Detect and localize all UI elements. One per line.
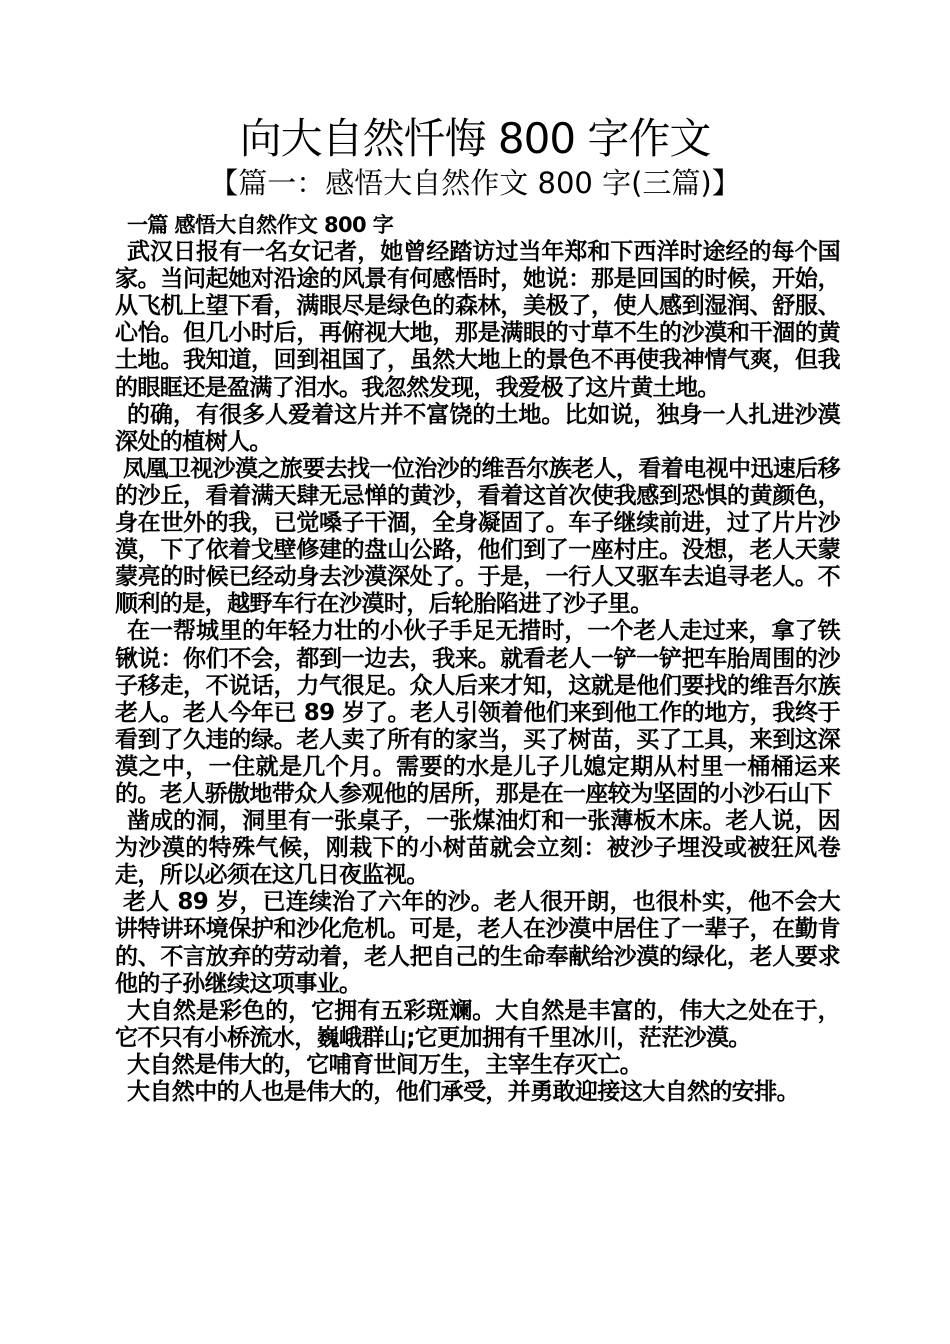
- document-subtitle: 【篇一：感悟大自然作文 800 字(三篇)】: [209, 166, 741, 200]
- paragraph: 大自然是彩色的，它拥有五彩斑斓。大自然是丰富的，伟大之处在于，它不只有小桥流水，巍峨群山;它更加拥有千里冰川，茫茫沙漠。: [115, 997, 840, 1051]
- paragraph: 的确，有很多人爱着这片并不富饶的土地。比如说，独身一人扎进沙漠深处的植树人。: [115, 401, 840, 455]
- paragraph: 凿成的洞，洞里有一张桌子，一张煤油灯和一张薄板木床。老人说，因为沙漠的特殊气候，刚栽下的小树苗就会立刻：被沙子埋没或被狂风卷走，所以必须在这几日夜监视。: [115, 808, 840, 889]
- document-body: [115, 212, 840, 1106]
- document-title: 向大自然忏悔 800 字作文: [239, 114, 711, 163]
- section-heading: 一篇 感悟大自然作文 800 字: [127, 213, 394, 237]
- paragraph: 在一帮城里的年轻力壮的小伙子手足无措时，一个老人走过来，拿了铁锹说：你们不会，都到一边去，我来。就看老人一铲一铲把车胎周围的沙子移走，不说话，力气很足。众人后来才知，这就是他们要找的维吾尔族老人。老人今年已 89 岁了。老人引领着他们来到他工作的地方，我终于看到了久违的绿。老人卖了所有的家当，买了树苗，买了工具，来到这深漠之中，一住就是几个月。需要的水是儿子儿媳定期从村里一桶桶运来的。老人骄傲地带众人参观他的居所，那是在一座较为坚固的小沙石山下: [115, 618, 840, 807]
- paragraph: 凤凰卫视沙漠之旅要去找一位治沙的维吾尔族老人，看着电视中迅速后移的沙丘，看着满天肆无忌惮的黄沙，看着这首次使我感到恐惧的黄颜色，身在世外的我，已觉嗓子干涸，全身凝固了。车子继续前进，过了片片沙漠，下了依着戈壁修建的盘山公路，他们到了一座村庄。没想，老人天蒙蒙亮的时候已经动身去沙漠深处了。于是，一行人又驱车去追寻老人。不顺利的是，越野车行在沙漠时，后轮胎陷进了沙子里。: [115, 455, 840, 618]
- paragraph: 大自然中的人也是伟大的，他们承受，并勇敢迎接这大自然的安排。: [127, 1079, 800, 1105]
- paragraph: 武汉日报有一名女记者，她曾经踏访过当年郑和下西洋时途经的每个国家。当问起她对沿途的风景有何感悟时，她说：那是回国的时候，开始，从飞机上望下看，满眼尽是绿色的森林，美极了，使人感到湿润、舒服、心怡。但几小时后，再俯视大地，那是满眼的寸草不生的沙漠和干涸的黄土地。我知道，回到祖国了，虽然大地上的景色不再使我神情气爽，但我的眼眶还是盈满了泪水。我忽然发现，我爱极了这片黄土地。: [115, 239, 840, 401]
- paragraph: 大自然是伟大的，它哺育世间万生，主宰生存灭亡。: [127, 1051, 643, 1078]
- paragraph: 老人 89 岁，已连续治了六年的沙。老人很开朗，也很朴实，他不会大讲特讲环境保护和沙化危机。可是，老人在沙漠中居住了一辈子，在勤肯的、不言放弃的劳动着，老人把自己的生命奉献给沙漠的绿化，老人要求他的子孙继续这项事业。: [115, 889, 840, 997]
